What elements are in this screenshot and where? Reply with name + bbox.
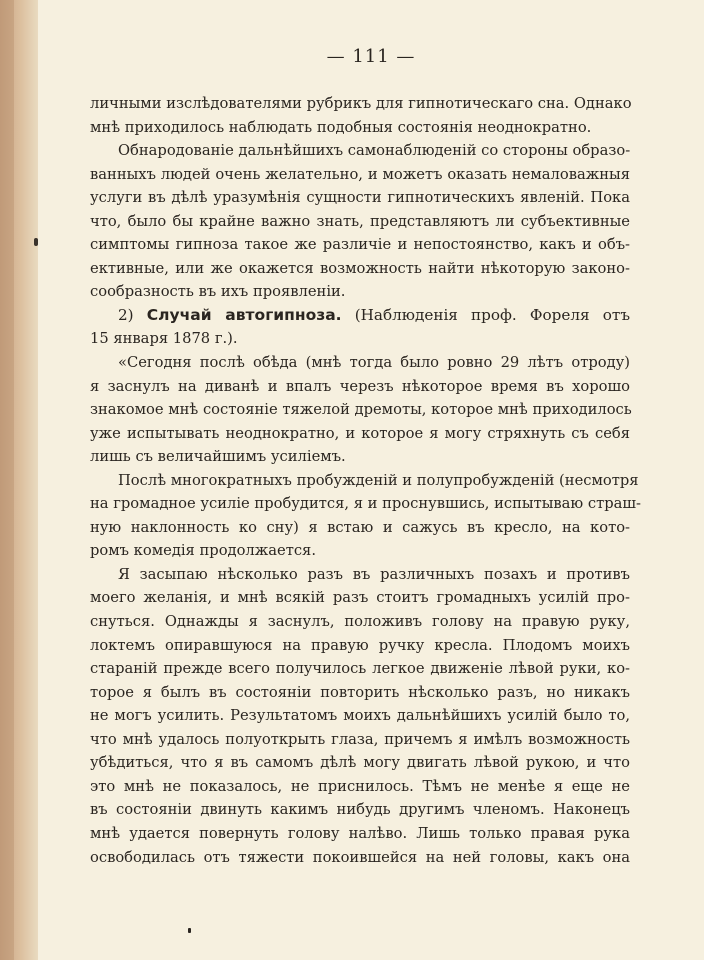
body-text (90, 92, 641, 869)
text-line: локтемъ опиравшуюся на правую ручку кресла. Плодомъ моихъ (90, 636, 630, 654)
ink-speck (188, 928, 191, 933)
section-title: Случай автогипноза. (146, 305, 342, 324)
text-line: ную наклонность ко сну) я встаю и сажусь въ кресло, на кото- (90, 518, 630, 536)
text-line: «Сегодня послѣ обѣда (мнѣ тогда было ровно 29 лѣтъ отроду) (118, 354, 630, 372)
text-line: Я засыпаю нѣсколько разъ въ различныхъ позахъ и противъ (118, 565, 630, 583)
text-line: я заснулъ на диванѣ и впалъ черезъ нѣкоторое время въ хорошо (90, 377, 630, 395)
text-line: убѣдиться, что я въ самомъ дѣлѣ могу двигать лѣвой рукою, и что (90, 754, 630, 772)
text-line: что, было бы крайне важно знать, представляютъ ли субъективные (90, 212, 630, 230)
book-binding-edge (0, 0, 38, 960)
text-line: мнѣ удается повернуть голову налѣво. Лишь только правая рука (90, 824, 630, 842)
page-number: — 111 — (326, 46, 416, 67)
text-line: торое я былъ въ состояніи повторить нѣсколько разъ, но никакъ (90, 683, 630, 701)
text-line: освободилась отъ тяжести покоившейся на ней головы, какъ она (90, 848, 630, 866)
text-line: сообразность въ ихъ проявленіи. (90, 283, 346, 301)
text-line: ванныхъ людей очень желательно, и можетъ оказать немаловажныя (90, 165, 630, 183)
text-line: Обнародованіе дальнѣйшихъ самонаблюденій со стороны образо- (118, 142, 631, 160)
text-line: личными изслѣдователями рубрикъ для гипнотическаго сна. Однако (90, 95, 632, 112)
section-subtitle: (Наблюденія проф. Фореля отъ (341, 305, 630, 324)
text-line: ромъ комедія продолжается. (90, 542, 316, 560)
text-line: это мнѣ не показалось, не приснилось. Тѣмъ не менѣе я еще не (90, 777, 630, 795)
text-line: не могъ усилить. Результатомъ моихъ дальнѣйшихъ усилій было то, (90, 707, 630, 725)
text-line: мнѣ приходилось наблюдать подобныя состоянія неоднократно. (90, 118, 592, 136)
text-line: 15 января 1878 г.). (90, 330, 238, 348)
text-line: на громадное усиліе пробудится, я и проснувшись, испытываю страш- (90, 495, 641, 513)
text-line: знакомое мнѣ состояніе тяжелой дремоты, которое мнѣ приходилось (90, 401, 632, 419)
section-number: 2) (118, 305, 147, 324)
text-line: стараній прежде всего получилось легкое движеніе лѣвой руки, ко- (90, 660, 630, 678)
book-page (38, 0, 704, 960)
text-line: уже испытывать неоднократно, и которое я могу стряхнуть съ себя (90, 424, 630, 442)
text-line: Послѣ многократныхъ пробужденій и полупробужденій (несмотря (118, 471, 639, 489)
text-line: услуги въ дѣлѣ уразумѣнія сущности гипнотическихъ явленій. Пока (90, 189, 630, 207)
text-line: что мнѣ удалось полуоткрыть глаза, причемъ я имѣлъ возможность (90, 730, 630, 748)
text-line: лишь съ величайшимъ усиліемъ. (90, 448, 346, 466)
section-heading-line (90, 304, 630, 328)
text-line: ективные, или же окажется возможность найти нѣкоторую законо- (90, 259, 630, 277)
text-line: въ состояніи двинуть какимъ нибудь другимъ членомъ. Наконецъ (90, 801, 630, 819)
text-line: снуться. Однажды я заснулъ, положивъ голову на правую руку, (90, 613, 630, 631)
binding-stain (0, 0, 14, 960)
text-line: моего желанія, и мнѣ всякій разъ стоитъ громадныхъ усилій про- (90, 589, 630, 607)
text-line: симптомы гипноза такое же различіе и непостоянство, какъ и объ- (90, 236, 630, 254)
